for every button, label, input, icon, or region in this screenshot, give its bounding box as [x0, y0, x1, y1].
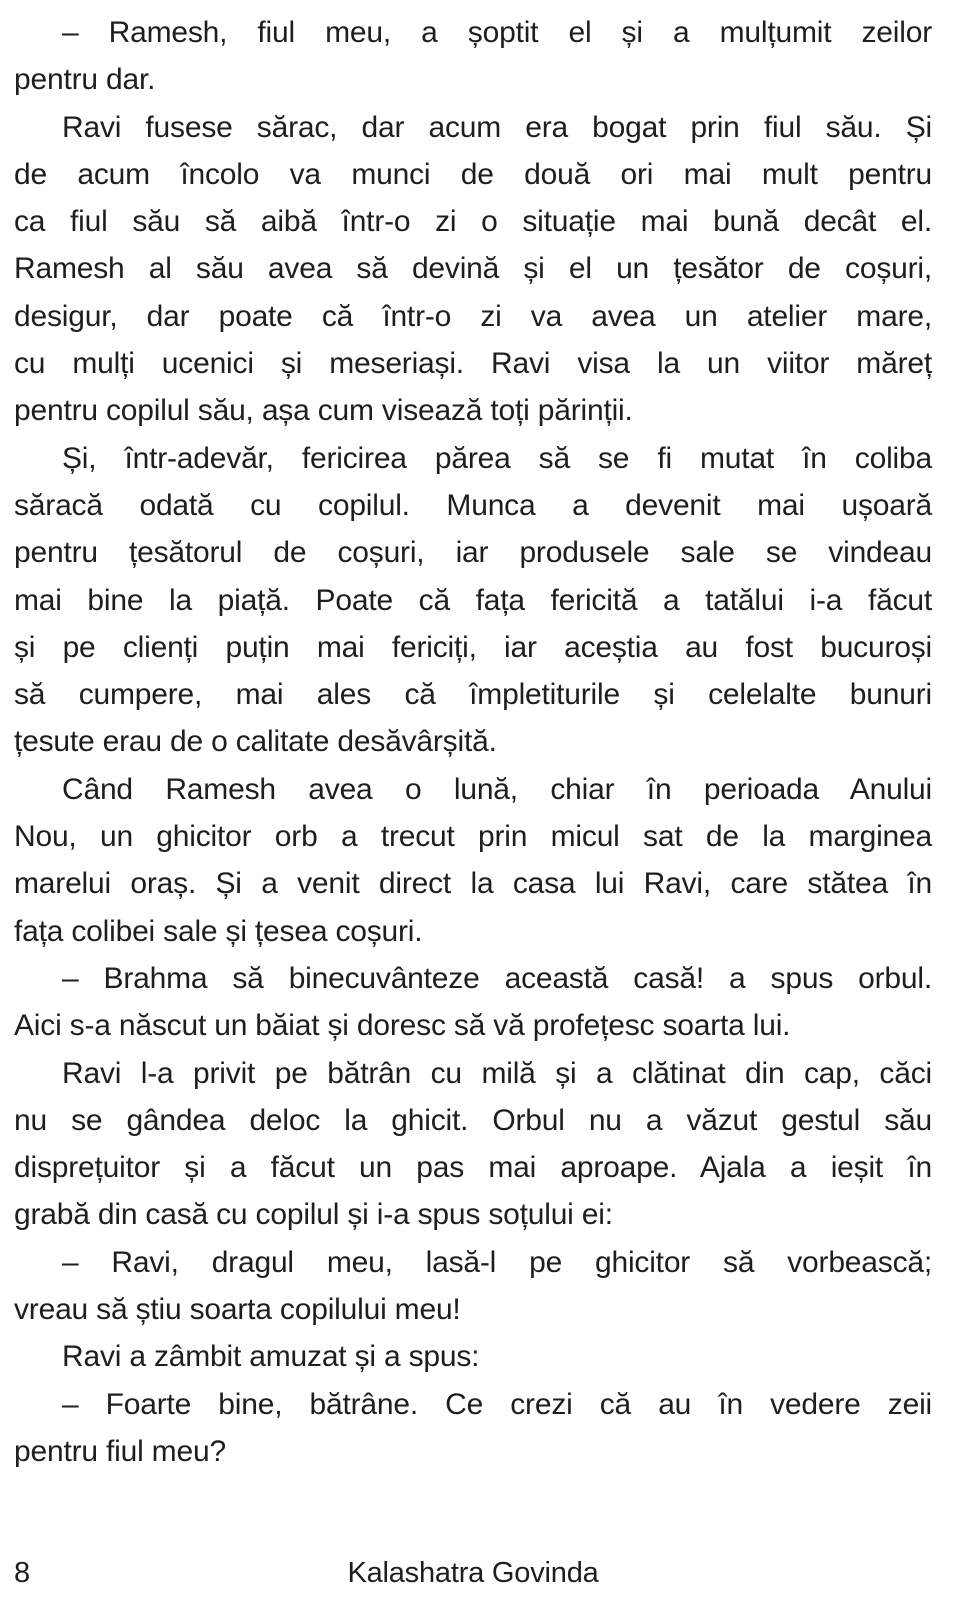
- text-line: Nou, un ghicitor orb a trecut prin micul sat de la marginea: [14, 820, 932, 854]
- text-line: mai bine la piață. Poate că fața fericită a tatălui i-a făcut: [14, 583, 932, 617]
- text-line: marelui oraș. Și a venit direct la casa lui Ravi, care stătea în: [14, 867, 932, 901]
- text-line: și pe clienți puțin mai fericiți, iar aceștia au fost bucuroși: [14, 630, 932, 664]
- text-line: – Brahma să binecuvânteze această casă! a spus orbul.: [62, 961, 932, 995]
- paragraph: [14, 766, 932, 955]
- paragraph: [14, 435, 932, 766]
- text-line: Ravi a zâmbit amuzat și a spus:: [62, 1340, 480, 1374]
- paragraph: [14, 9, 932, 104]
- text-line: Când Ramesh avea o lună, chiar în perioada Anului: [62, 772, 932, 806]
- running-footer-author: Kalashatra Govinda: [347, 1557, 599, 1589]
- text-line: pentru fiul meu?: [14, 1434, 226, 1468]
- text-line: fața colibei sale și țesea coșuri.: [14, 914, 423, 948]
- paragraph: [14, 955, 932, 1050]
- text-line: Aici s-a născut un băiat și doresc să vă profețesc soarta lui.: [14, 1009, 791, 1043]
- text-line: săracă odată cu copilul. Munca a devenit mai ușoară: [14, 488, 932, 522]
- text-line: cu mulți ucenici și meseriași. Ravi visa la un viitor măreț: [14, 347, 932, 381]
- paragraph: [14, 1381, 932, 1476]
- text-line: Și, într-adevăr, fericirea părea să se fi mutat în coliba: [62, 441, 932, 475]
- page-text: [14, 9, 932, 1475]
- page-number: 8: [14, 1557, 30, 1589]
- text-line: țesute erau de o calitate desăvârșită.: [14, 725, 497, 759]
- paragraph: [14, 1333, 932, 1380]
- text-line: – Ravi, dragul meu, lasă-l pe ghicitor să vorbească;: [62, 1245, 932, 1279]
- text-line: să cumpere, mai ales că împletiturile și celelalte bunuri: [14, 678, 932, 712]
- text-line: – Foarte bine, bătrâne. Ce crezi că au în vedere zeii: [62, 1387, 932, 1421]
- text-line: vreau să știu soarta copilului meu!: [14, 1293, 461, 1327]
- text-line: Ravi fusese sărac, dar acum era bogat prin fiul său. Și: [62, 110, 932, 144]
- text-line: ca fiul său să aibă într-o zi o situație mai bună decât el.: [14, 205, 932, 239]
- page-footer: [14, 1552, 932, 1594]
- text-line: desigur, dar poate că într-o zi va avea un atelier mare,: [14, 299, 932, 333]
- paragraph: [14, 1239, 932, 1334]
- text-line: Ravi l-a privit pe bătrân cu milă și a clătinat din cap, căci: [62, 1056, 932, 1090]
- paragraph: [14, 104, 932, 435]
- text-line: de acum încolo va munci de două ori mai mult pentru: [14, 157, 932, 191]
- text-line: disprețuitor și a făcut un pas mai aproape. Ajala a ieșit în: [14, 1151, 932, 1185]
- text-line: pentru țesătorul de coșuri, iar produsele sale se vindeau: [14, 536, 932, 570]
- text-line: Ramesh al său avea să devină și el un țesător de coșuri,: [14, 252, 932, 286]
- text-line: pentru dar.: [14, 63, 156, 97]
- text-line: grabă din casă cu copilul și i-a spus soțului ei:: [14, 1198, 613, 1232]
- text-line: pentru copilul său, așa cum visează toți părinții.: [14, 394, 633, 428]
- paragraph: [14, 1050, 932, 1239]
- text-line: nu se gândea deloc la ghicit. Orbul nu a văzut gestul său: [14, 1103, 932, 1137]
- text-line: – Ramesh, fiul meu, a șoptit el și a mulțumit zeilor: [62, 16, 932, 49]
